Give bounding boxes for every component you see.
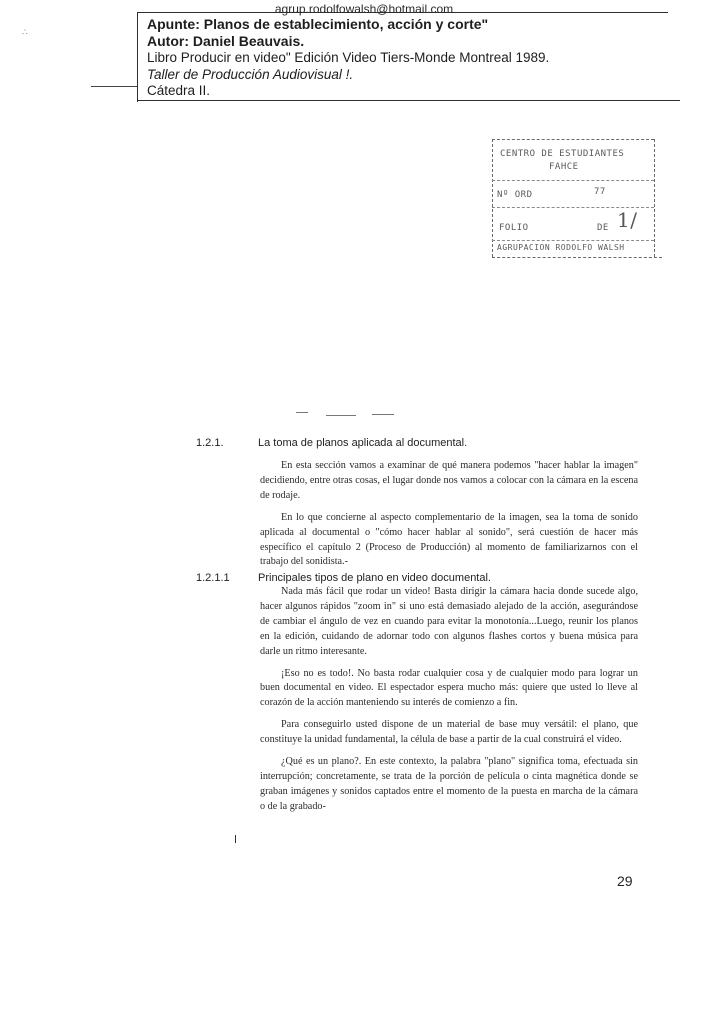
citation-header: [137, 12, 678, 102]
paragraph: En lo que concierne al aspecto complementario de la imagen, sea la toma de sonido aplicada al documental o "cómo hacer hablar al sonido", será cuestión de hacer más específico el capítulo 2 (Proceso de Producción) al momento de familiarizarnos con el trabajo del sonidista.-: [260, 511, 638, 568]
section-number: 1.2.1.: [196, 437, 224, 449]
paragraph: ¿Qué es un plano?. En este contexto, la palabra "plano" significa toma, efectuada sin interrupción; concretamente, se trata de la porción de película o cinta magnética donde se graban imágenes y sonidos captados entre el momento de la puesta en marcha de la cámara o de la grabado-: [260, 756, 638, 812]
header-left-dash: [91, 86, 137, 87]
paragraph: En esta sección vamos a examinar de qué manera podemos "hacer hablar la imagen" decidiendo, entre otras cosas, el lugar donde nos vamos a colocar con la cámara en la escena de rodaje.: [260, 460, 638, 501]
scan-mark: [296, 412, 308, 413]
stamp-center-name: CENTRO DE ESTUDIANTES: [500, 149, 625, 159]
stamp-border-right: [654, 139, 655, 257]
author-line: Autor: Daniel Beauvais.: [147, 33, 305, 49]
margin-tick: [235, 835, 236, 843]
stamp-folio-label: FOLIO: [499, 223, 529, 233]
stamp-handwritten-folio: 1/: [617, 208, 638, 232]
chair-line: Cátedra II.: [147, 83, 211, 98]
stamp-border-top: [492, 139, 654, 140]
section-title: Principales tipos de plano en video documental.: [258, 572, 491, 584]
stamp-divider-3: [492, 240, 654, 241]
section-1-2-1-1-body: [260, 585, 638, 815]
stamp-order-label: Nº ORD: [497, 190, 533, 200]
section-title: La toma de planos aplicada al documental.: [258, 437, 468, 449]
paragraph: Para conseguirlo usted dispone de un material de base muy versátil: el plano, que constituye la unidad fundamental, la célula de base a partir de la cual construirá el video.: [260, 719, 638, 746]
email-address: agrup.rodolfowalsh@hotmail.com: [274, 2, 454, 16]
stamp-border-bottom: [492, 257, 662, 258]
page-number: 29: [617, 873, 633, 889]
corner-mark: ∴: [22, 27, 28, 37]
stamp-divider-1: [492, 180, 654, 181]
section-number: 1.2.1.1: [196, 572, 230, 584]
scan-mark: [326, 415, 356, 416]
scan-mark: [372, 414, 394, 415]
section-heading-1-2-1-1: [196, 572, 491, 584]
stamp-order-value: 77: [594, 187, 606, 197]
paragraph: ¡Eso no es todo!. No basta rodar cualquier cosa y de cualquier modo para lograr un buen documental en video. El espectador espera mucho más: quiere que usted lo lleve al corazón de la acción manteniendo su interés de comienzo a fin.: [260, 667, 638, 709]
stamp-folio-de: DE: [597, 223, 609, 233]
section-1-2-1-body: [260, 459, 638, 570]
stamp-group-name: AGRUPACION RODOLFO WALSH: [497, 243, 625, 252]
header-bottom-rule: [138, 100, 680, 101]
header-top-rule: [138, 12, 668, 13]
paragraph: Nada más fácil que rodar un video! Basta dirigir la cámara hacia donde sucede algo, hacer algunos rápidos "zoom in" si uno está demasiado alejado de la acción, asegurándose de cambiar el ángulo de vez en cuando para evitar la monotonía...Luego, reunir los planos en la edición, cuidando de adornar todo con algunos flashes cortos y buena música para darle un ritmo interesante.: [260, 586, 638, 657]
library-stamp: [487, 135, 662, 265]
workshop-line: Taller de Producción Audiovisual !.: [147, 67, 354, 82]
section-heading-1-2-1: [196, 437, 467, 449]
book-line: Libro Producir en video" Edición Video Tiers-Monde Montreal 1989.: [147, 50, 550, 65]
apunte-title: Apunte: Planos de establecimiento, acción y corte": [147, 16, 489, 32]
stamp-faculty: FAHCE: [549, 162, 579, 172]
